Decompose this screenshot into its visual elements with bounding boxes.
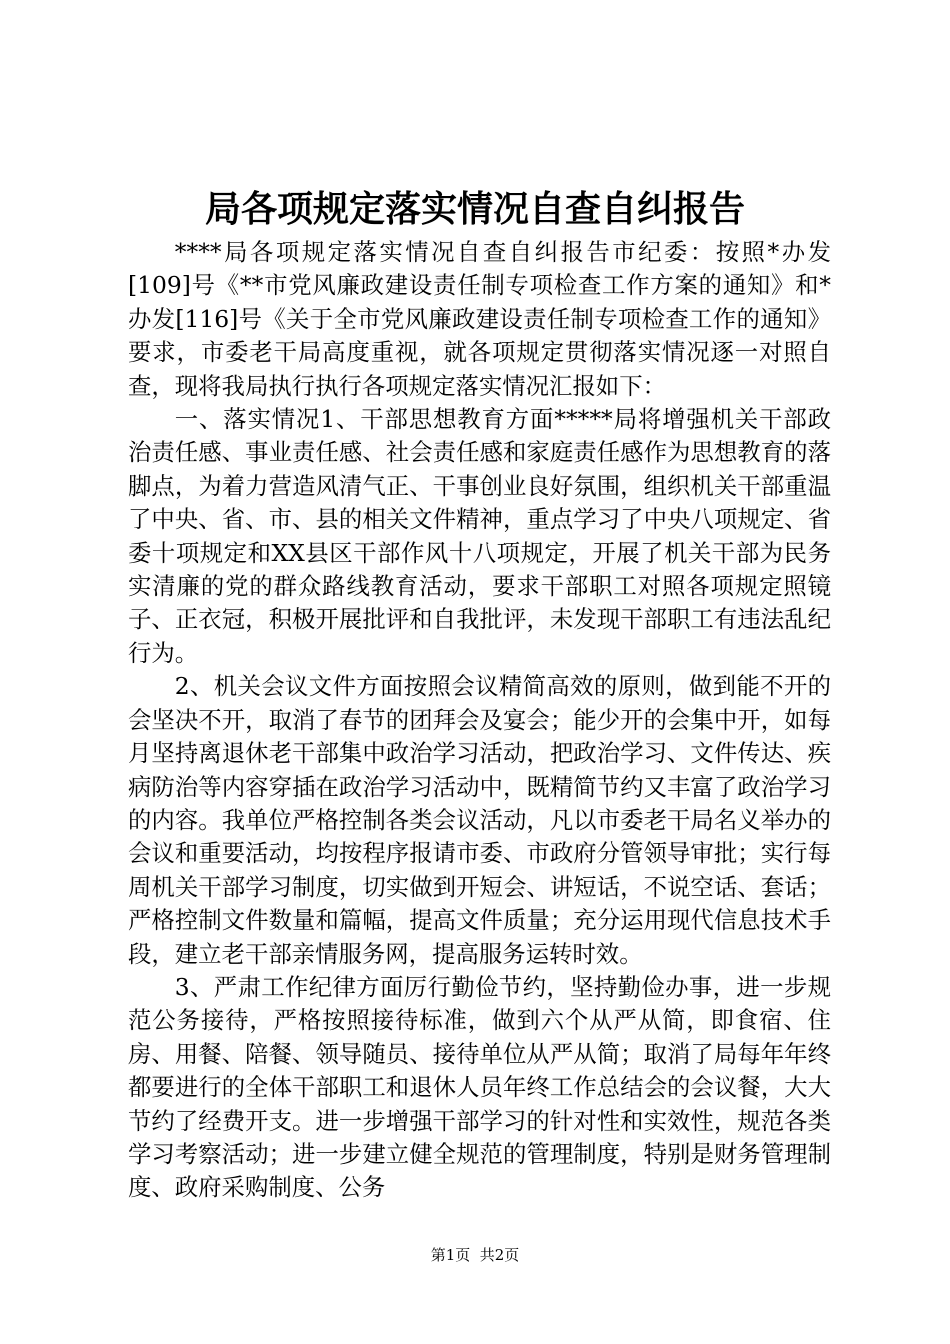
- paragraph-section-3: 3、严肃工作纪律方面厉行勤俭节约，坚持勤俭办事，进一步规范公务接待，严格按照接待标准，做到六个从严从简，即食宿、住房、用餐、陪餐、领导随员、接待单位从严从简；取消了局每年年终都要进行的全体干部职工和退休人员年终工作总结会的会议餐，大大节约了经费开支。进一步增强干部学习的针对性和实效性，规范各类学习考察活动；进一步建立健全规范的管理制度，特别是财务管理制度、政府采购制度、公务: [128, 972, 831, 1202]
- paragraph-section-1: 一、落实情况1、干部思想教育方面*****局将增强机关干部政治责任感、事业责任感、社会责任感和家庭责任感作为思想教育的落脚点，为着力营造风清气正、干事创业良好氛围，组织机关干部重温了中央、省、市、县的相关文件精神，重点学习了中央八项规定、省委十项规定和XX县区干部作风十八项规定，开展了机关干部为民务实清廉的党的群众路线教育活动，要求干部职工对照各项规定照镜子、正衣冠，积极开展批评和自我批评，未发现干部职工有违法乱纪行为。: [128, 405, 831, 667]
- document-body: [128, 236, 831, 1205]
- paragraph-intro: ****局各项规定落实情况自查自纠报告市纪委：按照*办发[109]号《**市党风廉政建设责任制专项检查工作方案的通知》和*办发[116]号《关于全市党风廉政建设责任制专项检查工作的通知》要求，市委老干局高度重视，就各项规定贯彻落实情况逐一对照自查，现将我局执行执行各项规定落实情况汇报如下：: [128, 238, 831, 400]
- document-title: 局各项规定落实情况自查自纠报告: [204, 188, 745, 230]
- paragraph-section-2: 2、机关会议文件方面按照会议精简高效的原则，做到能不开的会坚决不开，取消了春节的团拜会及宴会；能少开的会集中开，如每月坚持离退休老干部集中政治学习活动，把政治学习、文件传达、疾病防治等内容穿插在政治学习活动中，既精简节约又丰富了政治学习的内容。我单位严格控制各类会议活动，凡以市委老干局名义举办的会议和重要活动，均按程序报请市委、市政府分管领导审批；实行每周机关干部学习制度，切实做到开短会、讲短话，不说空话、套话；严格控制文件数量和篇幅，提高文件质量；充分运用现代信息技术手段，建立老干部亲情服务网，提高服务运转时效。: [128, 672, 831, 968]
- page-number: 第1页 共2页: [430, 1246, 520, 1264]
- page-footer: [0, 1245, 950, 1265]
